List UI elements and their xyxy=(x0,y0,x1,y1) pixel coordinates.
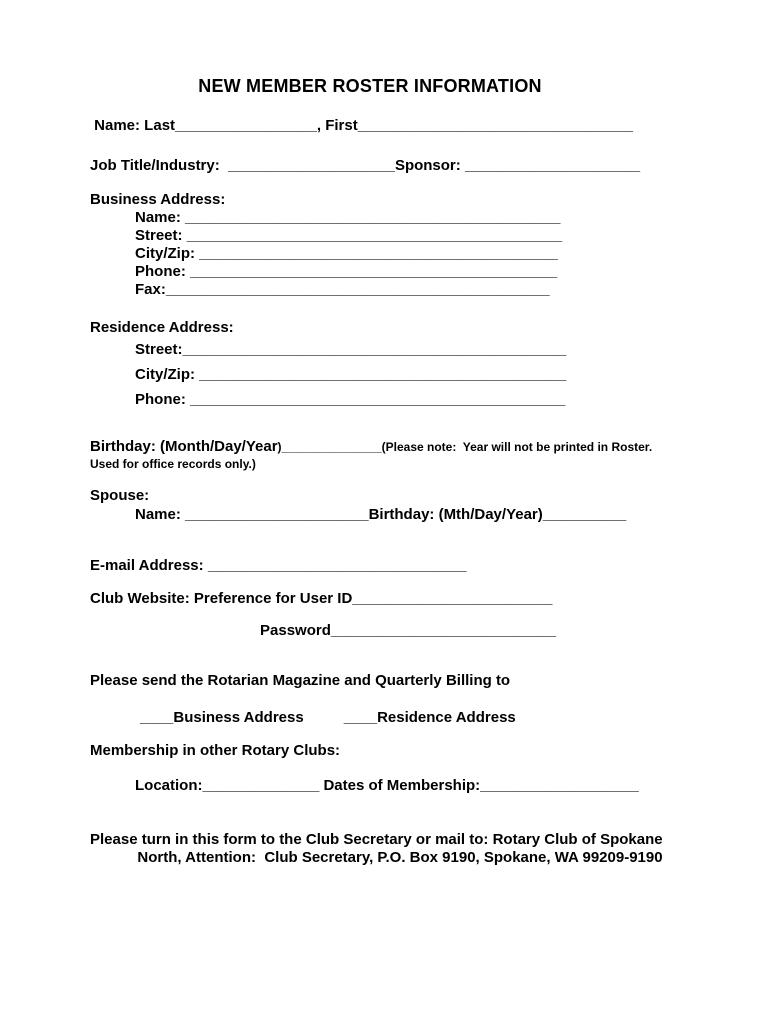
magazine-options-line xyxy=(140,708,650,727)
birthday-label: Birthday: (Month/Day/Year xyxy=(90,438,278,455)
residence-street-label: Street: xyxy=(135,341,183,358)
business-street-label: Street: xyxy=(135,227,187,244)
birthday-section xyxy=(90,437,653,472)
form-title: NEW MEMBER ROSTER INFORMATION xyxy=(198,76,542,96)
residence-address-section xyxy=(90,318,650,412)
magazine-residence-option xyxy=(344,709,516,726)
membership-heading: Membership in other Rotary Clubs: xyxy=(90,742,341,759)
membership-dates-label: Dates of Membership: xyxy=(319,777,481,794)
business-cityzip-label: City/Zip: xyxy=(135,245,200,262)
user-id-label: Club Website: Preference for User ID xyxy=(90,590,353,607)
business-fax-field[interactable]: ______________________________________________ xyxy=(165,281,550,298)
name-last-label: Name: Last xyxy=(90,117,176,134)
business-name-row xyxy=(135,209,650,227)
footer-line-1: Please turn in this form to the Club Secretary or mail to: Rotary Club of Spokane xyxy=(90,831,663,848)
residence-cityzip-field[interactable]: ____________________________________________ xyxy=(199,366,567,383)
spouse-name-field[interactable]: ______________________ xyxy=(185,506,369,523)
submission-instructions xyxy=(90,831,710,867)
spouse-section xyxy=(90,486,650,525)
business-address-section xyxy=(90,190,650,299)
membership-dates-field[interactable]: ___________________ xyxy=(480,777,639,794)
birthday-line xyxy=(90,437,653,457)
location-field[interactable]: ______________ xyxy=(202,777,320,794)
email-label: E-mail Address: xyxy=(90,557,208,574)
spouse-row xyxy=(135,505,650,525)
job-title-field[interactable]: ____________________ xyxy=(228,157,395,174)
magazine-residence-label: Residence Address xyxy=(377,709,516,726)
magazine-business-label: Business Address xyxy=(173,709,304,726)
business-name-field[interactable]: _____________________________________________ xyxy=(185,209,561,226)
birthday-note: (Please note: Year will not be printed in Roster. xyxy=(381,440,653,454)
business-phone-field[interactable]: ____________________________________________ xyxy=(190,263,558,280)
job-sponsor-line xyxy=(90,156,650,175)
business-fax-label: Fax: xyxy=(135,281,166,298)
birthday-note-2: Used for office records only.) xyxy=(90,457,256,471)
residence-phone-label: Phone: xyxy=(135,391,190,408)
business-cityzip-row xyxy=(135,245,650,263)
birthday-field[interactable]: _______________ xyxy=(281,440,382,454)
magazine-business-check-field[interactable]: ____ xyxy=(140,709,174,726)
membership-row xyxy=(135,776,650,795)
magazine-residence-check-field[interactable]: ____ xyxy=(343,709,378,726)
business-address-heading: Business Address: xyxy=(90,191,226,208)
business-fax-row xyxy=(135,281,650,299)
residence-phone-field[interactable]: _____________________________________________ xyxy=(190,391,566,408)
spouse-birthday-field[interactable]: __________ xyxy=(542,506,627,523)
user-id-field[interactable]: ________________________ xyxy=(352,590,553,607)
business-street-row xyxy=(135,227,650,245)
business-phone-row xyxy=(135,263,650,281)
spouse-birthday-label: Birthday: (Mth/Day/Year) xyxy=(368,506,543,523)
residence-cityzip-label: City/Zip: xyxy=(135,366,200,383)
password-label: Password xyxy=(260,622,331,639)
business-cityzip-field[interactable]: ___________________________________________ xyxy=(199,245,558,262)
spouse-heading: Spouse: xyxy=(90,487,150,504)
residence-cityzip-row xyxy=(135,362,650,387)
user-id-line xyxy=(90,589,650,608)
business-name-label: Name: xyxy=(135,209,186,226)
footer-line-2: North, Attention: Club Secretary, P.O. Box 9190, Spokane, WA 99209-9190 xyxy=(137,849,663,866)
residence-phone-row xyxy=(135,387,650,412)
email-line xyxy=(90,556,650,575)
sponsor-label: Sponsor: xyxy=(394,157,465,174)
name-first-field[interactable]: _________________________________ xyxy=(357,117,633,134)
name-first-label: , First xyxy=(316,117,358,134)
job-title-label: Job Title/Industry: xyxy=(90,157,229,174)
spouse-name-label: Name: xyxy=(135,506,186,523)
email-field[interactable]: _______________________________ xyxy=(207,557,467,574)
name-line xyxy=(90,116,650,135)
password-field[interactable]: ___________________________ xyxy=(330,622,557,639)
residence-address-heading: Residence Address: xyxy=(90,319,234,336)
residence-street-field[interactable]: ______________________________________________ xyxy=(182,341,567,358)
magazine-heading: Please send the Rotarian Magazine and Quarterly Billing to xyxy=(90,672,511,689)
password-line xyxy=(260,621,650,640)
sponsor-field[interactable]: _____________________ xyxy=(464,157,641,174)
location-label: Location: xyxy=(135,777,203,794)
business-phone-label: Phone: xyxy=(135,263,190,280)
residence-street-row xyxy=(135,337,650,362)
birthday-paren: ) xyxy=(277,440,282,454)
magazine-business-option xyxy=(140,709,304,726)
business-street-field[interactable]: _____________________________________________ xyxy=(186,227,563,244)
name-last-field[interactable]: _________________ xyxy=(175,117,317,134)
